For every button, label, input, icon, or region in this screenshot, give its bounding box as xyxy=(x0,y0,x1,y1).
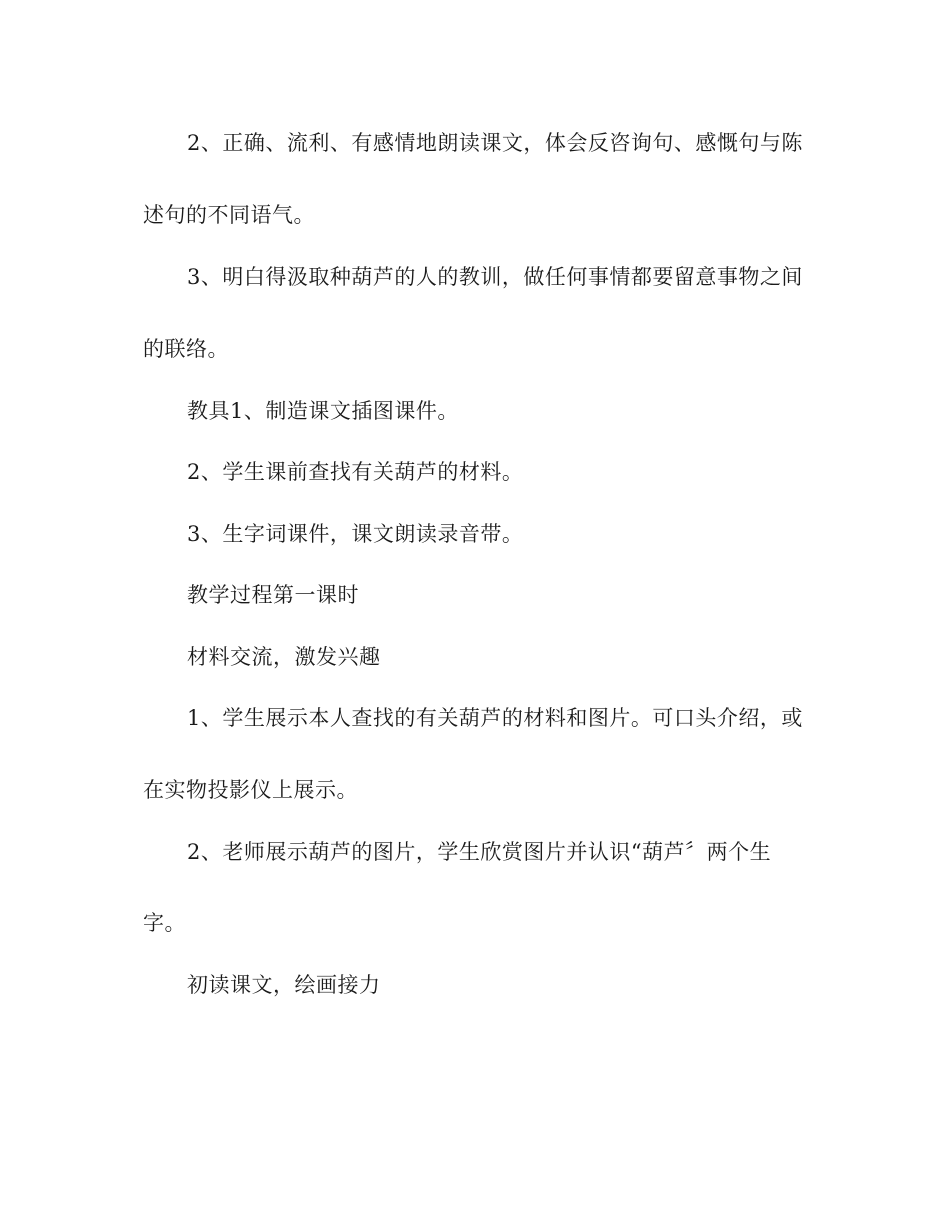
paragraph-teaching-aids-1: 教具1、制造课文插图课件。 xyxy=(187,399,459,423)
paragraph-objective-3-line-1: 3、明白得汲取种葫芦的人的教训，做任何事情都要留意事物之间 xyxy=(187,265,803,289)
paragraph-teaching-aids-2: 2、学生课前查找有关葫芦的材料。 xyxy=(187,460,524,484)
paragraph-teaching-aids-3: 3、生字词课件，课文朗读录音带。 xyxy=(187,522,524,546)
paragraph-step-2-line-1: 2、老师展示葫芦的图片，学生欣赏图片并认识“葫芦〞两个生 xyxy=(187,840,772,864)
paragraph-step-2-line-2: 字。 xyxy=(143,911,186,935)
heading-first-reading: 初读课文，绘画接力 xyxy=(187,973,381,997)
heading-teaching-process: 教学过程第一课时 xyxy=(187,583,359,607)
heading-material-exchange: 材料交流，激发兴趣 xyxy=(187,645,381,669)
paragraph-step-1-line-1: 1、学生展示本人查找的有关葫芦的材料和图片。可口头介绍，或 xyxy=(187,706,803,730)
paragraph-objective-2-line-1: 2、正确、流利、有感情地朗读课文，体会反咨询句、感慨句与陈 xyxy=(187,131,803,155)
paragraph-step-1-line-2: 在实物投影仪上展示。 xyxy=(143,778,358,802)
paragraph-objective-3-line-2: 的联络。 xyxy=(143,337,229,361)
paragraph-objective-2-line-2: 述句的不同语气。 xyxy=(143,203,315,227)
